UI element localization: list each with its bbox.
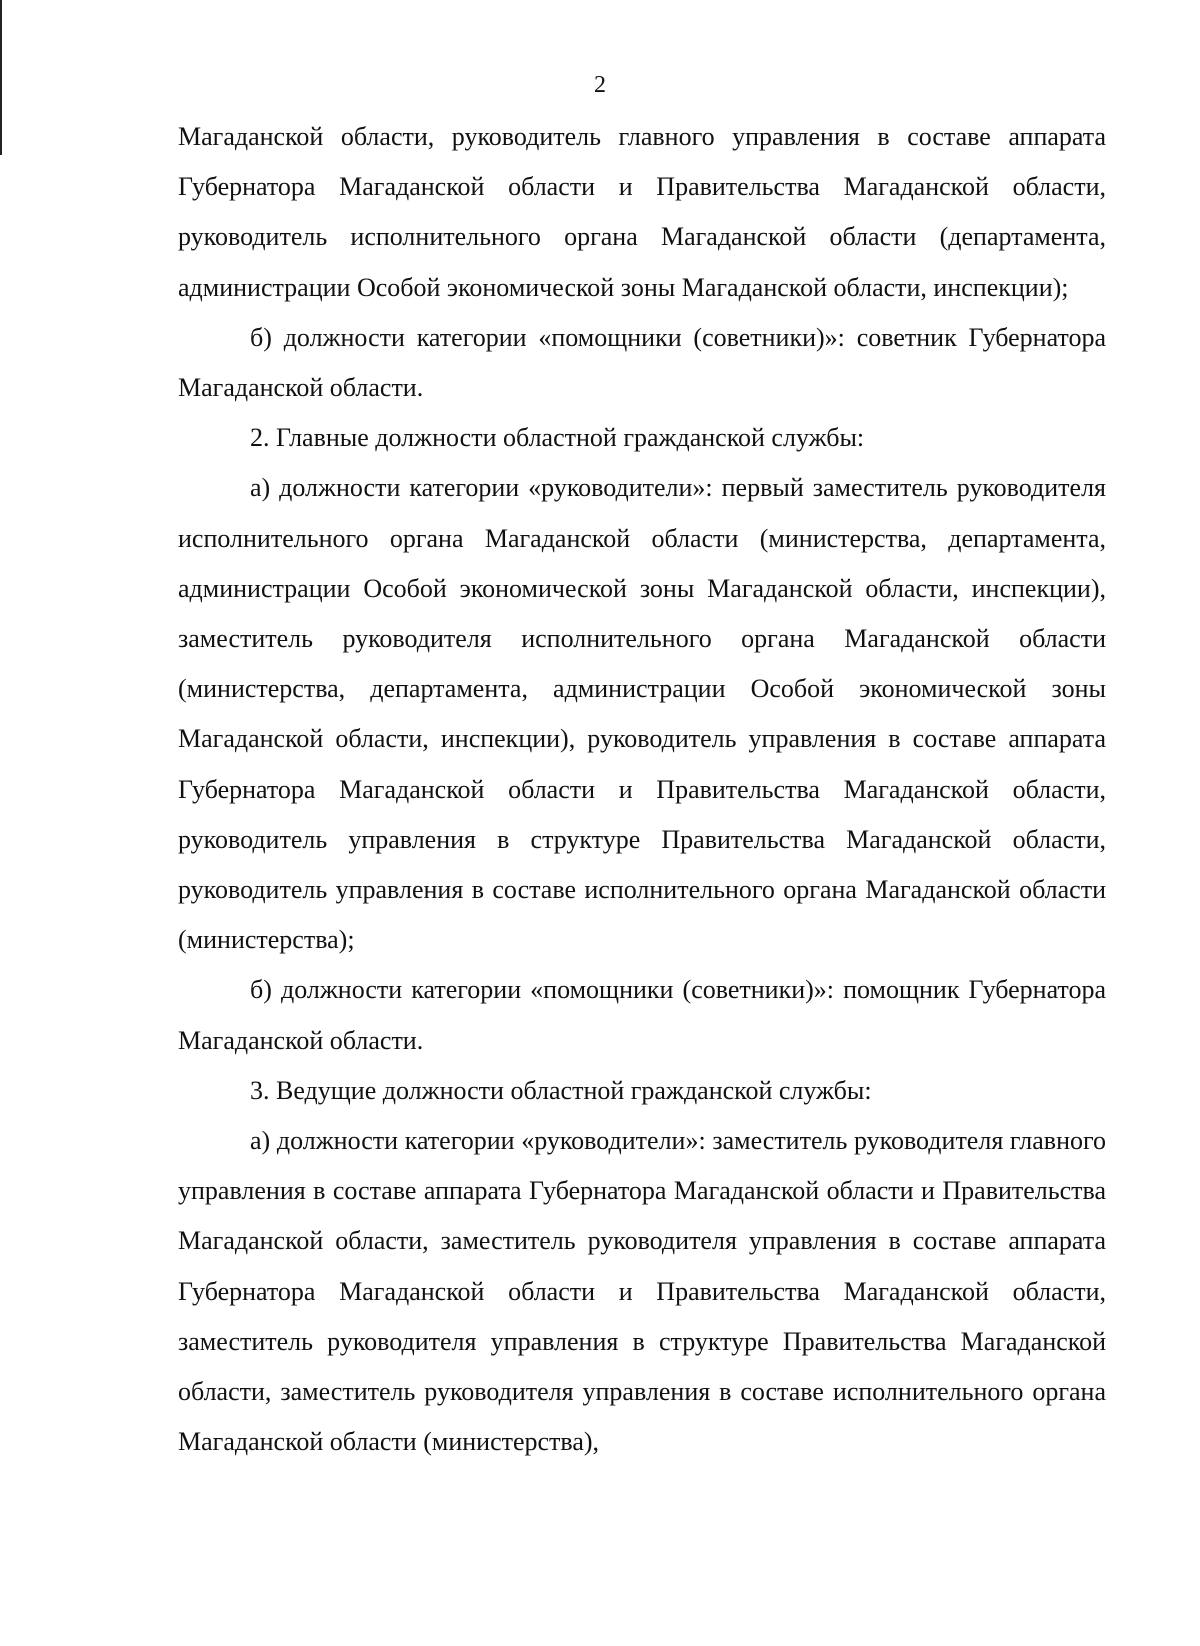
paragraph-continuation: Магаданской области, руководитель главного управления в составе аппарата Губернатора Магаданской области и Правительства Магаданской области, руководитель исполнительного органа Магаданской области (департамента, администрации Особой экономической зоны Магаданской области, инспекции); (178, 122, 1106, 302)
paragraph-2b-assistants: б) должности категории «помощники (советники)»: помощник Губернатора Магаданской области. (178, 975, 1106, 1055)
paragraph-1b-advisers: б) должности категории «помощники (советники)»: советник Губернатора Магаданской области. (178, 322, 1106, 403)
section-2-heading: 2. Главные должности областной гражданской службы: (250, 423, 865, 453)
document-body (178, 112, 1106, 1467)
section-3-heading: 3. Ведущие должности областной гражданской службы: (250, 1075, 872, 1105)
page-number: 2 (594, 72, 606, 98)
paragraph-3a-managers: а) должности категории «руководители»: заместитель руководителя главного управления в составе аппарата Губернатора Магаданской области и Правительства Магаданской области, заместитель руководителя управления в составе аппарата Губернатора Магаданской области и Правительства Магаданской области, заместитель руководителя управления в структуре Правительства Магаданской области, заместитель руководителя управления в составе исполнительного органа Магаданской области (министерства), (178, 1126, 1106, 1457)
paragraph-2a-managers: а) должности категории «руководители»: первый заместитель руководителя исполнительного органа Магаданской области (министерства, департамента, администрации Особой экономической зоны Магаданской области, инспекции), заместитель руководителя исполнительного органа Магаданской области (министерства, департамента, администрации Особой экономической зоны Магаданской области, инспекции), руководитель управления в составе аппарата Губернатора Магаданской области и Правительства Магаданской области, руководитель управления в структуре Правительства Магаданской области, руководитель управления в составе исполнительного органа Магаданской области (министерства); (178, 473, 1106, 955)
